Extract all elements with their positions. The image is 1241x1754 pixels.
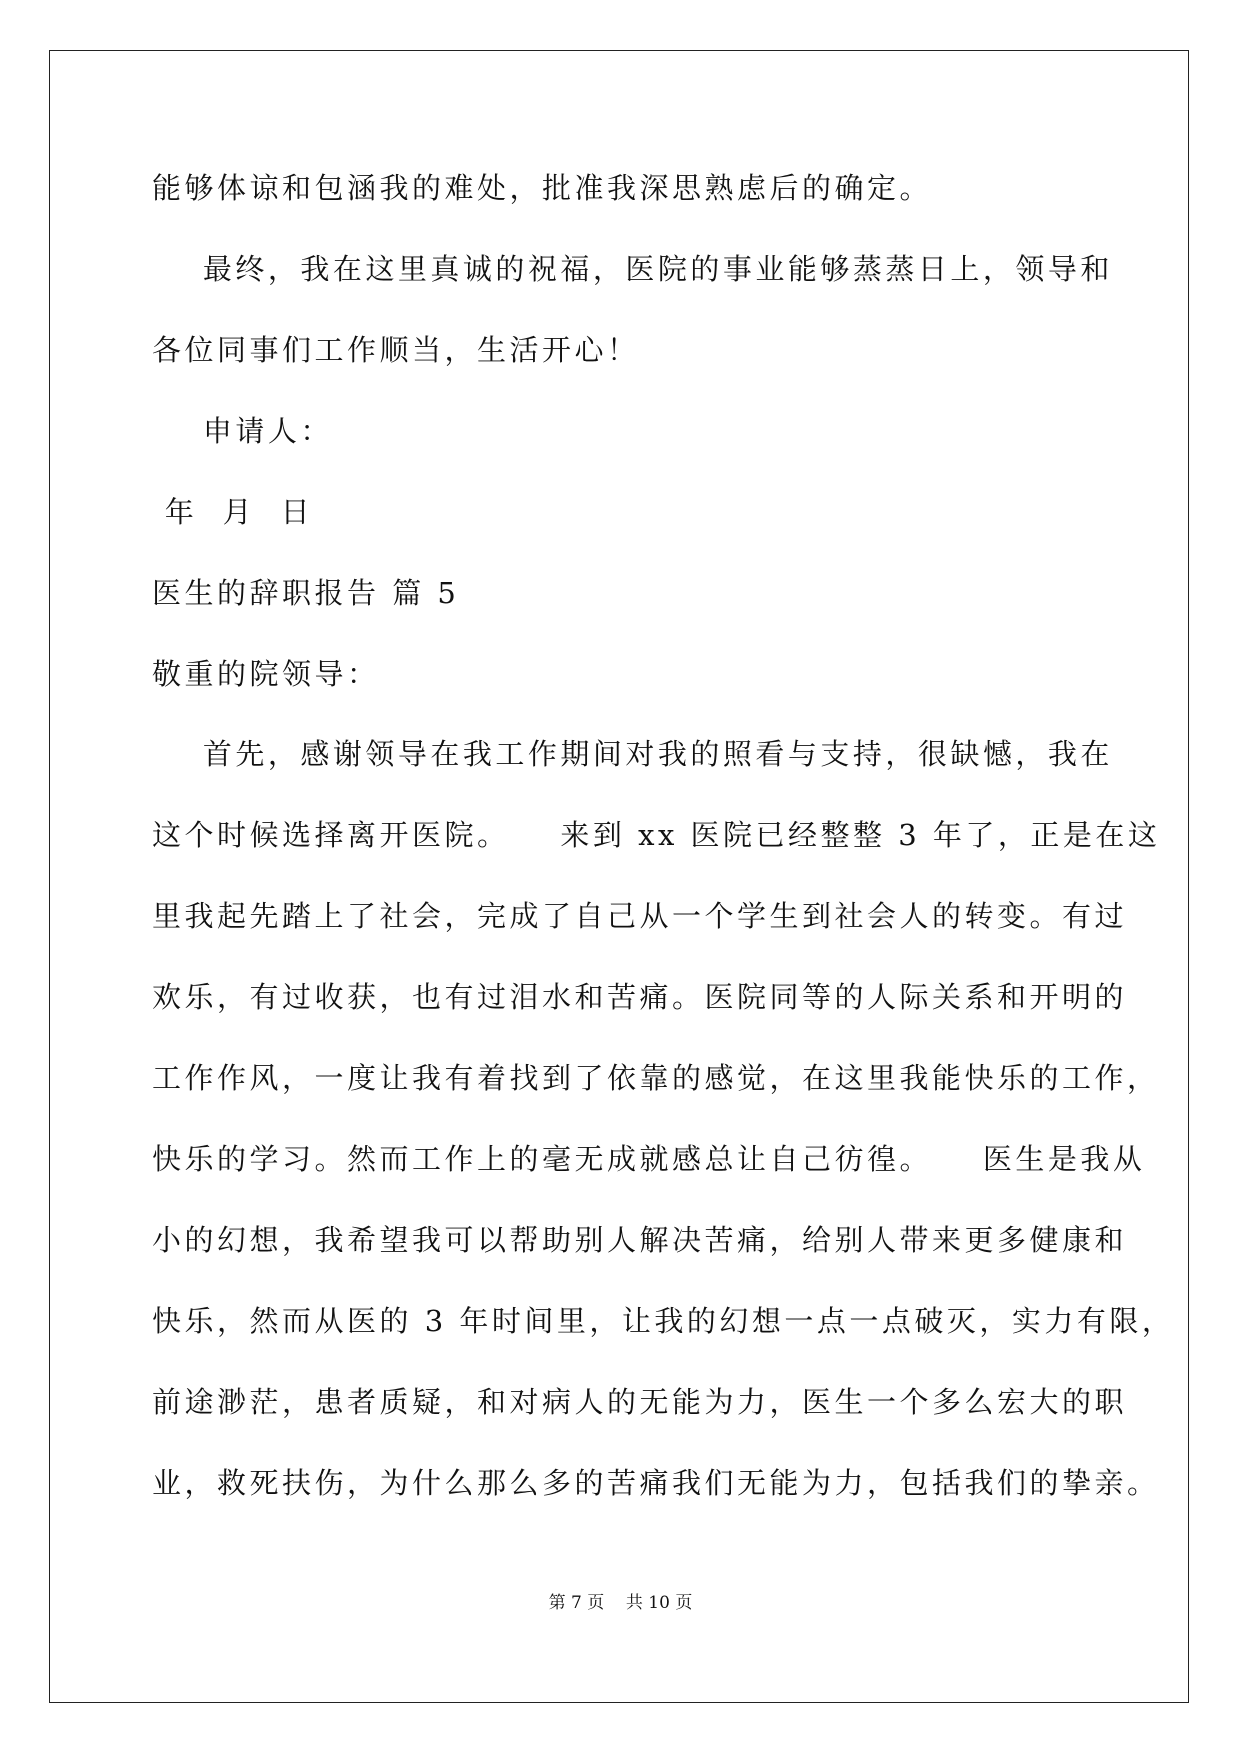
page-number-footer: 第 7 页 共 10 页 [548,1593,693,1613]
body-line: 首先，感谢领导在我工作期间对我的照看与支持，很缺憾，我在 [152,737,1113,771]
body-line: 前途渺茫，患者质疑，和对病人的无能为力，医生一个多么宏大的职 [152,1385,1128,1419]
body-line: 工作作风，一度让我有着找到了依靠的感觉，在这里我能快乐的工作， [152,1061,1160,1095]
salutation-line: 敬重的院领导： [152,657,380,691]
body-line: 快乐的学习。然而工作上的毫无成就感总让自己彷徨。 医生是我从 [152,1142,1146,1176]
body-line: 里我起先踏上了社会，完成了自己从一个学生到社会人的转变。有过 [152,899,1128,933]
body-line: 欢乐，有过收获，也有过泪水和苦痛。医院同等的人际关系和开明的 [152,980,1128,1014]
body-line: 小的幻想，我希望我可以帮助别人解决苦痛，给别人带来更多健康和 [152,1223,1128,1257]
page-border [49,50,1189,1703]
section-heading: 医生的辞职报告 篇 5 [152,576,460,610]
date-line: 年 月 日 [152,495,314,529]
body-line: 能够体谅和包涵我的难处，批准我深思熟虑后的确定。 [152,171,933,205]
body-line: 最终，我在这里真诚的祝福，医院的事业能够蒸蒸日上，领导和 [152,252,1113,286]
body-line: 业，救死扶伤，为什么那么多的苦痛我们无能为力，包括我们的挚亲。 [152,1466,1160,1500]
body-line: 快乐，然而从医的 3 年时间里，让我的幻想一点一点破灭，实力有限， [152,1304,1175,1338]
body-line: 各位同事们工作顺当，生活开心！ [152,333,640,367]
applicant-line: 申请人： [152,414,333,448]
body-line: 这个时候选择离开医院。 来到 xx 医院已经整整 3 年了，正是在这 [152,818,1161,852]
